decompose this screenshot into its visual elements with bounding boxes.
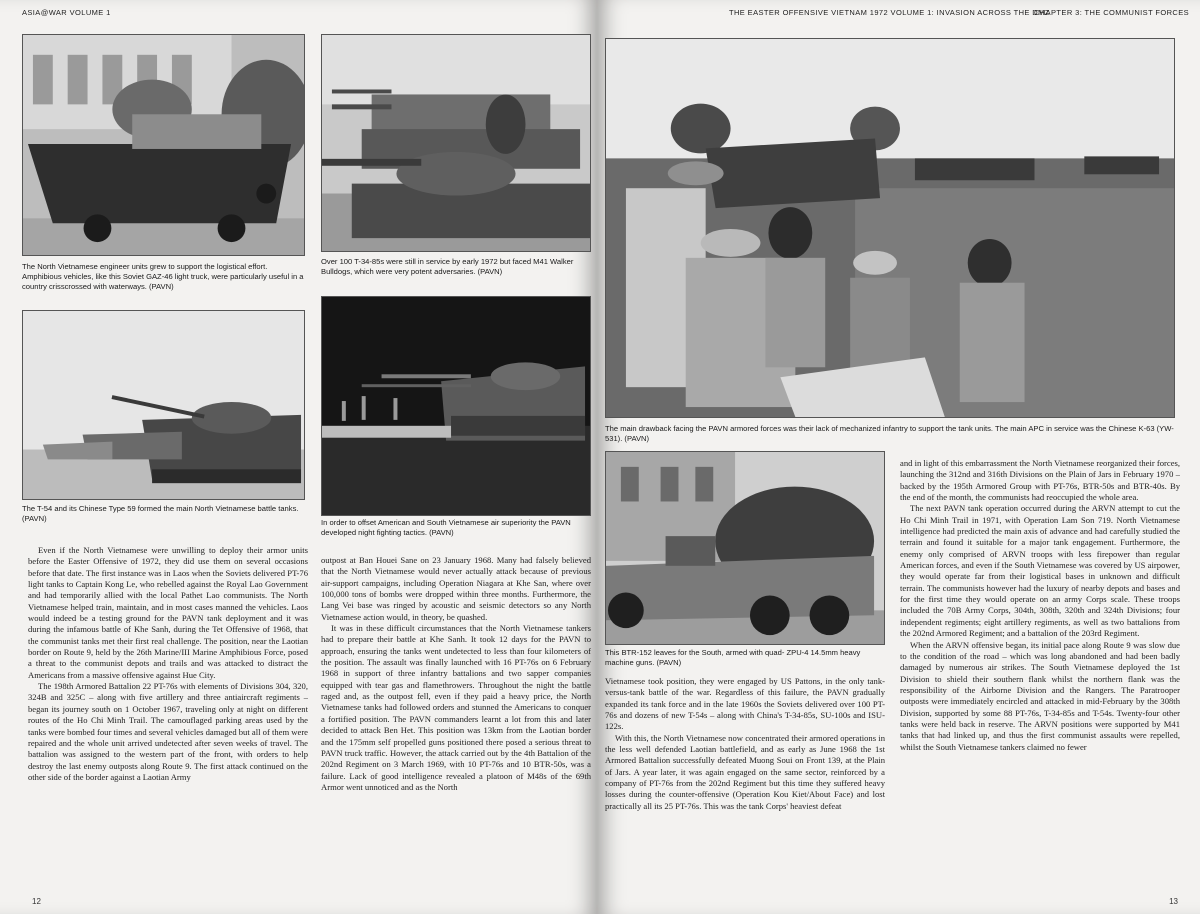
photo-t54-tanks (22, 310, 305, 500)
right-page-number: 13 (1169, 897, 1178, 906)
paragraph: With this, the North Vietnamese now concentrated their armored operations in the less well defended Laotian battlefield, and as early as June 1968 the 1st Armored Battalion successfully defeated Muong Soui on Front 139, at the Plain of Jars. A year later, it was again engaged on the same sector, reinforced by a company of PT-76s from the 202nd Regiment but this time they suffered heavy losses during the counter-offensive (Operation Kou Kiet/About Face) and lost practically all its 25 PT-76s. This was the tank Corps' heaviest defeat (605, 732, 885, 811)
left-page (0, 0, 597, 914)
right-text-column-1 (605, 676, 885, 886)
caption-t54: The T-54 and its Chinese Type 59 formed the main North Vietnamese battle tanks. (PAVN) (22, 504, 299, 523)
chapter-title: CHAPTER 3: THE COMMUNIST FORCES (1034, 8, 1190, 17)
caption-amphibious: The North Vietnamese engineer units grew to support the logistical effort. Amphibious vehicles, like this Soviet GAZ-46 light truck, were particularly useful in a country crisscrossed with waterways. (PAVN) (22, 262, 304, 291)
paragraph: When the ARVN offensive began, its initial pace along Route 9 was slow due to the condition of the road – which was long abandoned and had been badly damaged by numerous air strikes. The South Vietnamese deployed the 1st Division to shield their southern flank whilst the northern flank was the responsibility of the Airborne Division and the Rangers. The Paratrooper outposts were immediately encircled and attacked in mid-February by the 308th Division, supported by some 88 PT-76s, T-34-85s and T-54s. Twenty-four other tanks were held back in reserve. The ARVN positions were supported by M41 tanks that had linked up, and thus the first communist assaults were repelled, whilst the South Vietnamese tankers claimed no fewer (900, 639, 1180, 752)
left-text-column-1 (28, 545, 308, 885)
photo-pavn-infantry (605, 38, 1175, 418)
caption-infantry: The main drawback facing the PAVN armored forces was their lack of mechanized infantry to support the tank units. The main APC in service was the Chinese K-63 (YW-531). (PAVN) (605, 424, 1174, 443)
paragraph: and in light of this embarrassment the North Vietnamese reorganized their forces, launching the 312nd and 316th Divisions on the Plain of Jars in February 1970 – backed by the 195th Armored Group with PT-76s, BTR-50s and BTR-40s. By the end of the month, the communists had reoccupied the whole area. (900, 458, 1180, 503)
left-running-head: ASIA@WAR VOLUME 1 (22, 8, 111, 17)
right-text-column-2 (900, 458, 1180, 886)
caption-btr152: This BTR-152 leaves for the South, armed with quad- ZPU-4 14.5mm heavy machine guns. (PAVN) (605, 648, 861, 667)
right-running-head: THE EASTER OFFENSIVE VIETNAM 1972 VOLUME 1: INVASION ACROSS THE DMZ (729, 8, 1050, 17)
paragraph: Even if the North Vietnamese were unwilling to deploy their armor units before the Easter Offensive of 1972, they did use them on several occasions before that date. The first instance was in Laos when the Soviets delivered PT-76 light tanks to Captain Kong Le, who rebelled against the Royal Lao Government and had temporarily allied with the local Pathet Lao communists. The North Vietnamese helped train, maintain, and in most cases manned the vehicles. Laos would indeed be a testing ground for the PAVN tank deployment and it was during the infamous battle of Khe Sanh, during the Tet Offensive of 1968, that the communist tanks met their first real challenge. The position, near the Laotian border on Route 9, held by the 26th Marine/III Marine Amphibious Force, posed a threat to the communist depots and trails and was attacked to distract the Americans from a massive offensive against Hue City. (28, 545, 308, 680)
caption-t34: Over 100 T-34-85s were still in service by early 1972 but faced M41 Walker Bulldogs, which were very potent adversaries. (PAVN) (321, 257, 574, 276)
paragraph: outpost at Ban Houei Sane on 23 January 1968. Many had falsely believed that the North Vietnamese would never actually attack because of previous air-support campaigns, including Operation Niagara at Khe San, where over 100,000 tons of bombs were dropped within three months. Furthermore, the Lang Vei base was ringed by acoustic and seismic detectors so any North Vietnamese action would, in theory, be quashed. (321, 555, 591, 622)
caption-night: In order to offset American and South Vietnamese air superiority the PAVN developed night fighting tactics. (PAVN) (321, 518, 571, 537)
paragraph: It was in these difficult circumstances that the North Vietnamese tankers had to prepare their battle at Khe Sanh. It took 12 days for the PAVN to approach, ensuring the tanks went undetected to less than four kilometers of the position. The assault was finally launched with 16 PT-76s on 6 February 1968 in support of three infantry battalions and two sapper companies equipped with tear gas and flamethrowers. Throughout the night the battle raged and, as the outpost fell, even if they paid a heavy price, the North Vietnamese tanks had followed orders and stunned the Americans to conquer a fortified position. The PAVN commanders learnt a lot from this and later decided to attack Ben Het. This position was 13km from the Laotian border and the 175mm self propelled guns positioned there posed a serious threat to PAVN truck traffic. However, the attack carried out by the 4th Battalion of the 202nd Regiment on 3 March 1969, with 10 PT-76s and 10 BTR-50s, was a failure. Lack of good intelligence revealed a platoon of M48s of the 69th Armor went unnoticed and as the North (321, 623, 591, 792)
left-page-number: 12 (32, 897, 41, 906)
photo-amphibious-vehicle (22, 34, 305, 256)
photo-t34-tanks (321, 34, 591, 252)
right-page (597, 0, 1200, 914)
paragraph: The next PAVN tank operation occurred during the ARVN attempt to cut the Ho Chi Minh Trail in 1971, with Operation Lam Son 719. North Vietnamese intelligence had predicted the main axis of advance and had carefully studied the terrain and found it suitable for a major tank engagement. Furthermore, the enemy only comprised of ARVN troops with less firepower than regular American forces, and even if the South Vietnamese was covered by US airpower, they would operate far from their logistical bases in unknown and difficult terrain. The communists however had the luxury of nearby depots and bases and for the first time they would operate on an army Corps scale. These troops included the 70B Army Corps, 304th, 308th, 320th and 324th Divisions; four independent regiments; eight artillery regiments, as well as two battalions from the 202nd Armored Regiment; and a battalion of the 203rd Regiment. (900, 503, 1180, 639)
photo-btr152 (605, 451, 885, 645)
paragraph: The 198th Armored Battalion 22 PT-76s with elements of Divisions 304, 320, 324B and 325C – along with five artillery and three antiaircraft regiments – began its journey south on 1 October 1967, traveling only at night on different routes of the Ho Chi Minh Trail. The camouflaged parking areas used by the tanks were bombed four times and several vehicles damaged but all of them were repaired and the whole unit arrived undetected after seven weeks of travel. The battalion was assigned to the western part of the front, with orders to help destroy the last enemy outposts along Route 9. The first attack continued on the other side of the border against a Laotian Army (28, 681, 308, 782)
photo-night-tanks (321, 296, 591, 516)
left-text-column-2 (321, 555, 591, 885)
paragraph: Vietnamese took position, they were engaged by US Pattons, in the only tank-versus-tank battle of the war. Regardless of this failure, the PAVN gradually expanded its tank force and in the late 1960s the Soviets delivered over 100 PT-76s and dozens of new T-54s – along with China's T-34-85s, SU-100s and ISU-122s. (605, 676, 885, 732)
